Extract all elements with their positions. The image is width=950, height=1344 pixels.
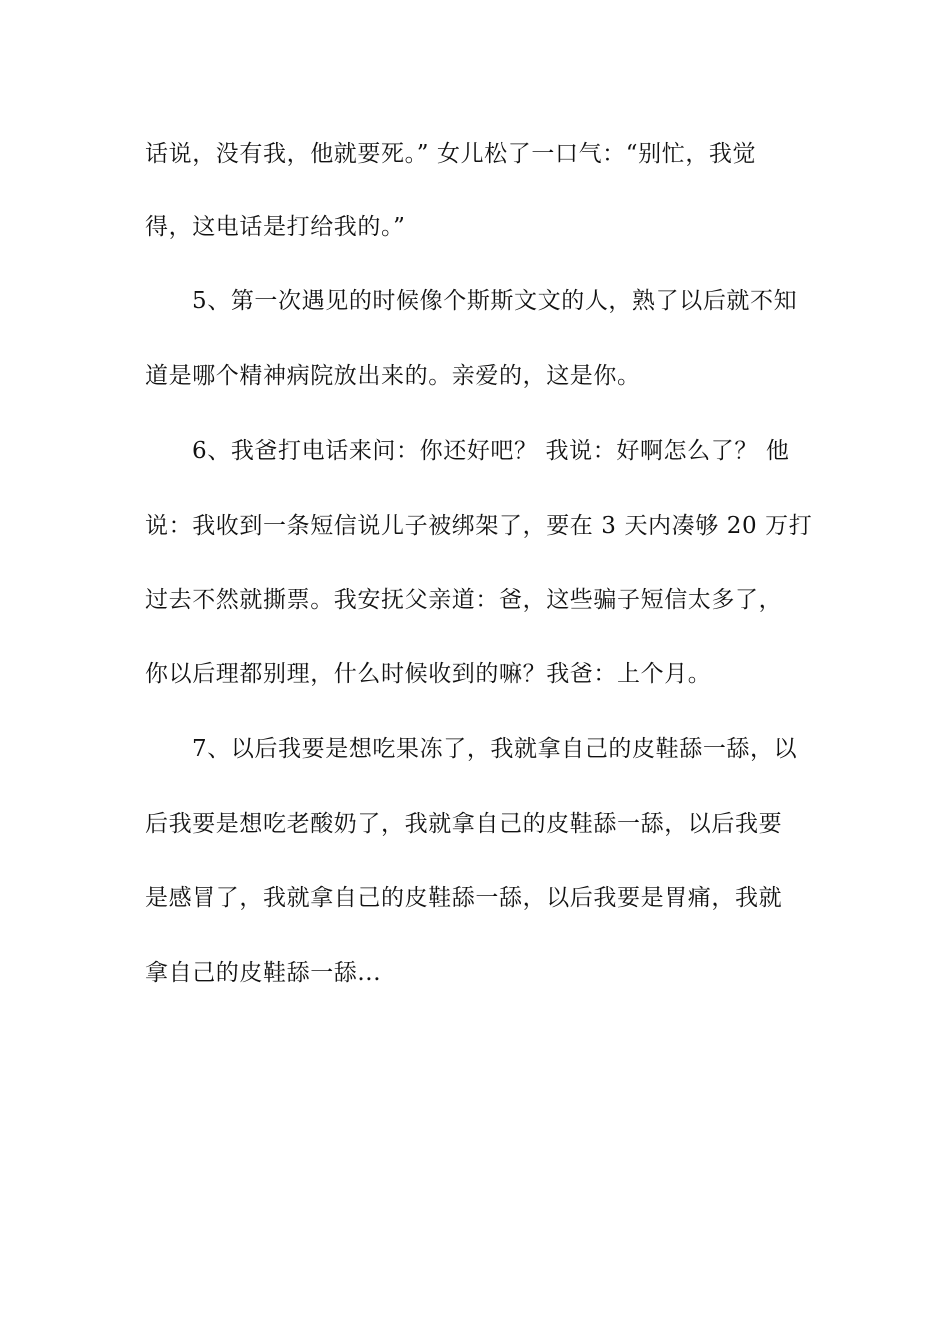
paragraph-5-start: 5、第一次遇见的时候像个斯斯文文的人，熟了以后就不知 bbox=[192, 288, 798, 314]
text-line: 话说，没有我，他就要死。” 女儿松了一口气：“别忙，我觉 bbox=[145, 141, 757, 167]
paragraph-7-start: 7、以后我要是想吃果冻了，我就拿自己的皮鞋舔一舔，以 bbox=[192, 736, 798, 762]
text-line: 道是哪个精神病院放出来的。亲爱的，这是你。 bbox=[145, 363, 641, 389]
paragraph-6-start: 6、我爸打电话来问：你还好吧？ 我说：好啊怎么了？ 他 bbox=[192, 438, 790, 464]
text-line: 后我要是想吃老酸奶了，我就拿自己的皮鞋舔一舔，以后我要 bbox=[145, 811, 783, 837]
text-line: 是感冒了，我就拿自己的皮鞋舔一舔，以后我要是胃痛，我就 bbox=[145, 885, 783, 911]
text-line: 拿自己的皮鞋舔一舔... bbox=[145, 960, 382, 986]
text-line: 你以后理都别理，什么时候收到的嘛？我爸：上个月。 bbox=[145, 661, 712, 687]
text-line: 得，这电话是打给我的。” bbox=[145, 214, 406, 240]
text-line: 说：我收到一条短信说儿子被绑架了，要在 3 天内凑够 20 万打 bbox=[145, 513, 813, 539]
text-line: 过去不然就撕票。我安抚父亲道：爸，这些骗子短信太多了， bbox=[145, 587, 783, 613]
